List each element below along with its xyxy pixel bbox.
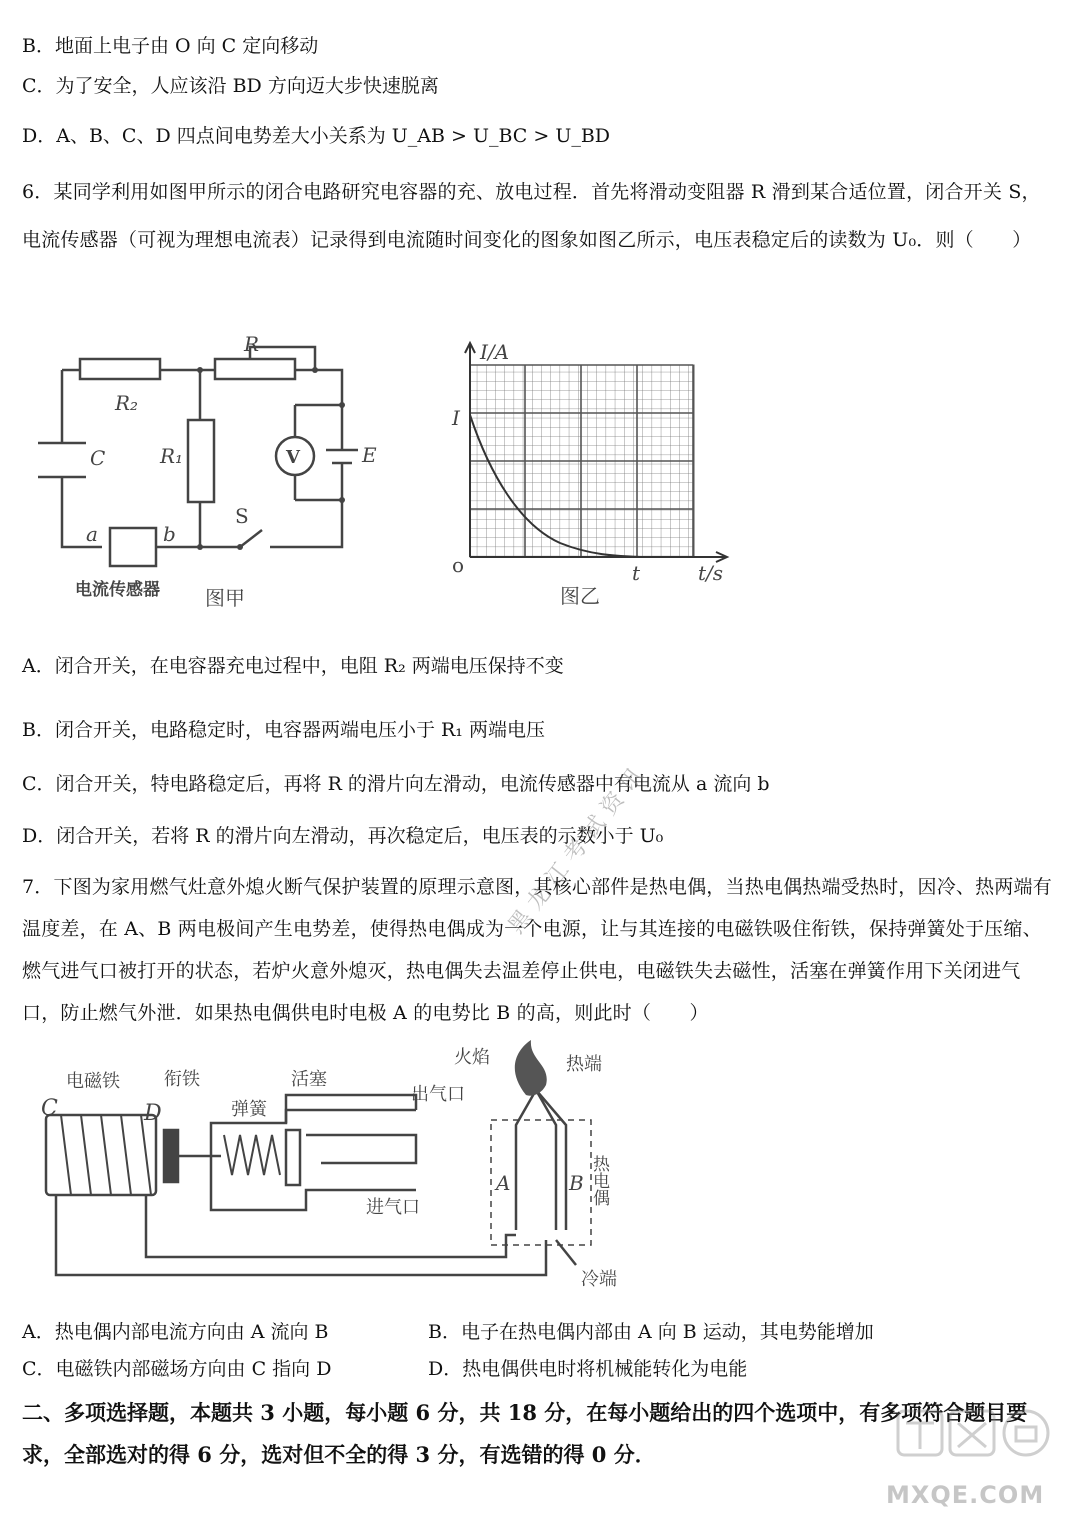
q5-option-b: B．地面上电子由 O 向 C 定向移动 (22, 35, 319, 57)
label-flame: 火焰 (454, 1047, 490, 1068)
q7-stem: 7．下图为家用燃气灶意外熄火断气保护装置的原理示意图，其核心部件是热电偶，当热电偶热端受热时，因冷、热两端有温度差，在 A、B 两电极间产生电势差，使得热电偶成为一个电源，让与其连接的电磁铁吸住衔铁，保持弹簧处于压缩、燃气进气口被打开的状态，若炉火意外熄灭，热电偶失去温差停止供电，电磁铁失去磁性，活塞在弹簧作用下关闭进气口，防止燃气外泄．如果热电偶供电时电极 A 的电势比 B 的高，则此时（ ） (22, 876, 1052, 1024)
q7-option-d: D．热电偶供电时将机械能转化为电能 (428, 1358, 748, 1380)
label-hot-end: 热端 (566, 1054, 602, 1075)
label-e: E (362, 443, 377, 467)
resistor-r2 (80, 359, 160, 379)
q6-option-a: A．闭合开关，在电容器充电过程中，电阻 R₂ 两端电压保持不变 (22, 655, 564, 677)
label-b: b (163, 522, 176, 546)
mark-t: t (632, 561, 641, 585)
q5-option-c: C．为了安全，人应该沿 BD 方向迈大步快速脱离 (22, 75, 439, 97)
svg-text:MXQE.COM: MXQE.COM (886, 1481, 1045, 1509)
section-2-heading: 二、多项选择题，本题共 3 小题，每小题 6 分，共 18 分，在每小题给出的四个选项中，有多项符合题目要求，全部选对的得 6 分，选对但不全的得 3 分，有选错的得 0 分． (22, 1400, 1028, 1467)
label-d-end: D (144, 1101, 162, 1126)
resistor-r (215, 359, 295, 379)
flame-icon (515, 1040, 547, 1096)
label-r: R (244, 332, 260, 356)
label-v: V (286, 447, 300, 468)
label-electrode-b: B (569, 1171, 584, 1195)
piston (286, 1130, 300, 1185)
label-c-end: C (41, 1096, 58, 1121)
circuit-diagram-figure-a (30, 325, 400, 615)
q6-option-d: D．闭合开关，若将 R 的滑片向左滑动，再次稳定后，电压表的示数小于 U₀ (22, 825, 664, 847)
label-c: C (90, 446, 106, 470)
spring (224, 1135, 280, 1175)
q7-option-a: A．热电偶内部电流方向由 A 流向 B (22, 1321, 329, 1343)
figure-a-caption: 图甲 (205, 586, 245, 610)
label-piston: 活塞 (291, 1069, 327, 1090)
label-spring: 弹簧 (231, 1099, 267, 1120)
label-r1: R₁ (160, 444, 184, 468)
q5-option-d: D．A、B、C、D 四点间电势差大小关系为 U_AB > U_BC > U_BD (22, 125, 611, 147)
label-thermocouple: 热电偶 (589, 1155, 609, 1206)
watermark-text: 黑龙江考试资讯 (503, 757, 653, 939)
armature (164, 1130, 178, 1182)
axis-label-x: t/s (698, 561, 724, 585)
origin-label: o (452, 553, 465, 577)
axis-label-y: I/A (480, 340, 510, 364)
label-electromagnet: 电磁铁 (66, 1071, 120, 1092)
gas-safety-device-figure (36, 1035, 656, 1295)
label-s: S (235, 504, 249, 528)
label-cold-end: 冷端 (581, 1269, 617, 1290)
label-inlet: 进气口 (366, 1197, 420, 1218)
label-armature: 衔铁 (164, 1069, 200, 1090)
thermocouple-left (516, 1090, 556, 1230)
site-logo (878, 1403, 1068, 1523)
current-time-graph-figure-b (440, 335, 740, 620)
current-sensor (110, 528, 156, 566)
q7-option-b: B．电子在热电偶内部由 A 向 B 运动，其电势能增加 (428, 1321, 874, 1343)
resistor-r1 (188, 420, 214, 502)
label-r2: R₂ (115, 391, 139, 415)
mark-i: I (452, 406, 460, 430)
q6-option-b: B．闭合开关，电路稳定时，电容器两端电压小于 R₁ 两端电压 (22, 719, 545, 741)
label-electrode-a: A (496, 1171, 511, 1195)
q6-stem: 6．某同学利用如图甲所示的闭合电路研究电容器的充、放电过程．首先将滑动变阻器 R 滑到某合适位置，闭合开关 S，电流传感器（可视为理想电流表）记录得到电流随时间变化的图象如图乙所示，电压表稳定后的读数为 U₀．则（ ） (22, 181, 1041, 251)
label-a: a (86, 522, 98, 546)
q6-option-c: C．闭合开关，特电路稳定后，再将 R 的滑片向左滑动，电流传感器中有电流从 a 流向 b (22, 773, 770, 795)
label-outlet: 出气口 (411, 1084, 465, 1105)
sensor-caption: 电流传感器 (75, 580, 160, 600)
q7-option-c: C．电磁铁内部磁场方向由 C 指向 D (22, 1358, 332, 1380)
figure-b-caption: 图乙 (560, 584, 600, 608)
